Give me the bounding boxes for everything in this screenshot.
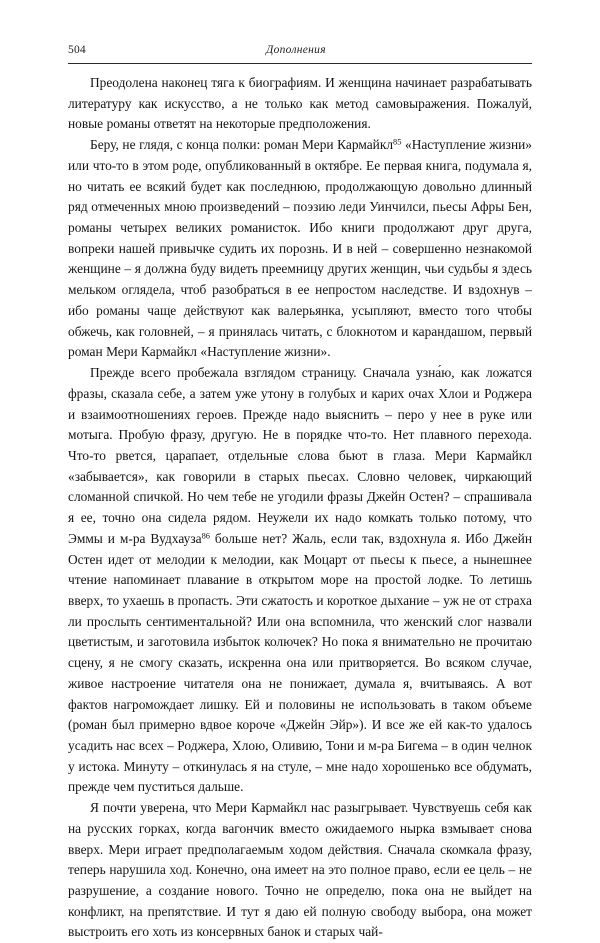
paragraph-2 bbox=[68, 135, 532, 363]
paragraph-3-text-after-footnote: больше нет? Жаль, если так, вздохнула я. Ибо Джейн Остен идет от мелодии к мелодии, как Моцарт от пьесы к пьесе, а нынешнее чтение напоминает плавание в открытом море на простой лодке. То летишь вверх, то ухаешь в пропасть. Эти сжатость и короткое дыхание – уж не от страха ли прослыть сентиментальной? Или она вспомнила, что женский слог назвали цветистым, и заготовила избыток колючек? Но пока я внимательно не прочитаю сцену, я не смогу сказать, искренна она или притворяется. Во всяком случае, живое настроение читателя она не понижает, думала я, вчитываясь. А вот фактов нагромождает лишку. Ей и половины не использовать в таком объеме (роман был примерно вдвое короче «Джейн Эйр»). И все же ей как-то удалось усадить нас всех – Роджера, Хлою, Оливию, Тони и м-ра Бигема – в один челнок у истока. Минуту – откинулась я на стуле, – мне надо хорошенько все обдумать, прежде чем пуститься дальше. bbox=[68, 530, 532, 795]
paragraph-3 bbox=[68, 363, 532, 798]
paragraph-2-text-before-footnote: Беру, не глядя, с конца полки: роман Мери Кармайкл bbox=[90, 137, 394, 153]
page-number: 504 bbox=[68, 44, 86, 56]
running-head-title: Дополнения bbox=[265, 44, 326, 56]
footnote-marker-86[interactable]: 86 bbox=[201, 531, 210, 541]
body-text-block bbox=[68, 73, 532, 943]
header-divider-rule bbox=[68, 63, 532, 64]
paragraph-3-text-before-footnote: Прежде всего пробежала взглядом страницу. Сначала узна́ю, как ложатся фразы, сказала себе, а затем уже утону в голубых и карих очах Хлои и Роджера и взаимоотношениях героев. Прежде надо выяснить – перо у нее в руке или мотыга. Пробую фразу, другую. Не в порядке что-то. Нет плавного перехода. Что-то рвется, царапает, отдельные слова бьют в глаза. Мери Кармайкл «забывается», как говорили в старых пьесах. Словно человек, чиркающий сломанной спичкой. Но чем тебе не угодили фразы Джейн Остен? – спрашивала я ее, точно она сидела рядом. Неужели их надо комкать только потому, что Эммы и м-ра Вудхауза bbox=[68, 365, 532, 546]
paragraph-2-text-after-footnote: «Наступление жизни» или что-то в этом роде, опубликованный в октябре. Ее первая книга, подумала я, но читать ее всякий будет как последнюю, продолжающую довольно длинный ряд отмеченных мною произведений – поэзию леди Уинчилси, пьесы Афры Бен, романы четырех великих романисток. Ибо книги продолжают друг друга, вопреки нашей привычке судить их порознь. И в ней – совершенно незнакомой женщине – я должна буду видеть преемницу других женщин, чьи судьбы я здесь мельком оглядела, чтоб разобраться в ее непростом наследстве. И вздохнув – ибо романы чаще действуют как валерьянка, усыпляют, вместо того чтобы обжечь, как головней, – я принялась читать, с блокнотом и карандашом, первый роман Мери Кармайкл «Наступление жизни». bbox=[68, 137, 532, 360]
footnote-marker-85[interactable]: 85 bbox=[393, 137, 402, 147]
paragraph-4: Я почти уверена, что Мери Кармайкл нас разыгрывает. Чувствуешь себя как на русских горках, когда вагончик вместо ожидаемого нырка взмывает снова вверх. Мери играет предполагаемым ходом действия. Сначала скомкала фразу, теперь нарушила ход. Конечно, она имеет на это полное право, если ее цель – не разрушение, а создание нового. Точно не определю, пока она не выйдет на конфликт, на препятствие. И тут я даю ей полную свободу выбора, она может выстроить его хоть из консервных банок и старых чай- bbox=[68, 800, 532, 940]
paragraph-1: Преодолена наконец тяга к биографиям. И женщина начинает разрабатывать литературу как искусство, а не только как метод самовыражения. Пожалуй, новые романы ответят на некоторые предположения. bbox=[68, 75, 532, 132]
running-head bbox=[68, 44, 532, 64]
